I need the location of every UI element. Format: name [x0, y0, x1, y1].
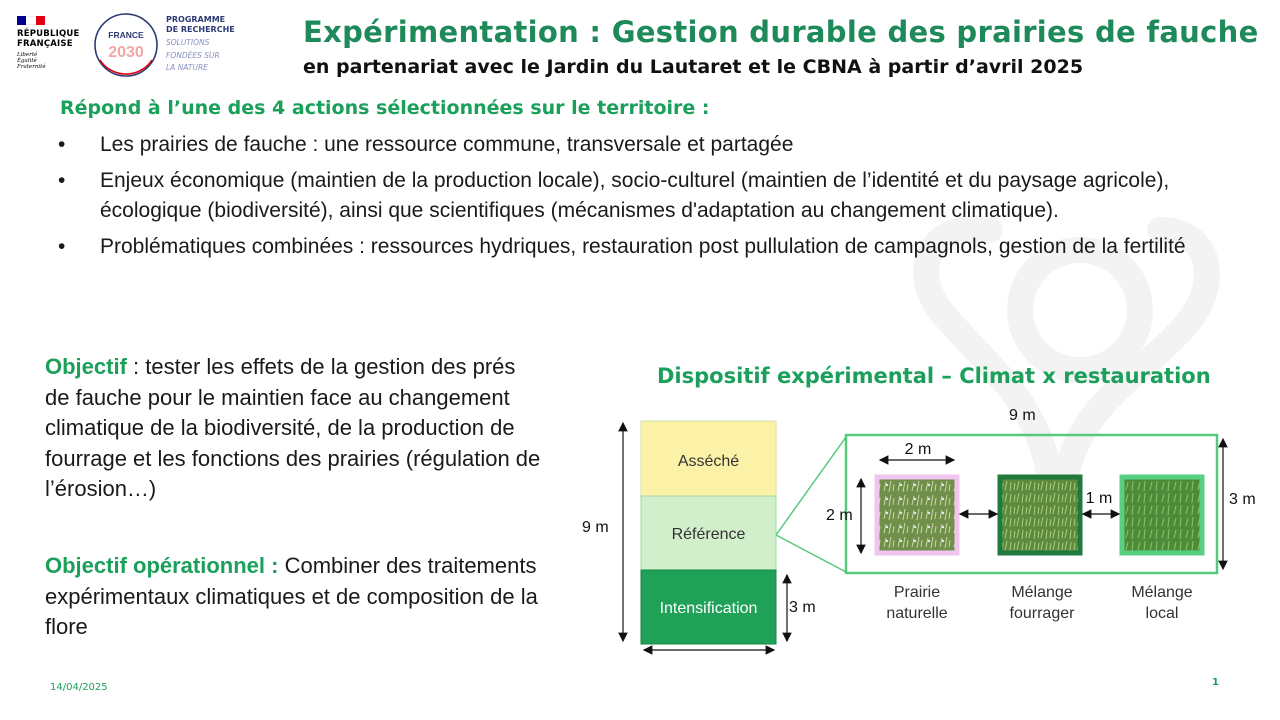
page-number: 1: [1212, 677, 1219, 688]
solutions-line1: SOLUTIONS: [166, 38, 210, 47]
bullet-marker: •: [58, 133, 66, 156]
slide-subtitle: en partenariat avec le Jardin du Lautaret et le CBNA à partir d’avril 2025: [303, 56, 1084, 78]
plot-melange-local: [1122, 477, 1202, 553]
bullet-item: [58, 166, 1258, 226]
plot-label-2-line2: fourrager: [1009, 605, 1075, 622]
plot-prairie-naturelle: [877, 477, 957, 553]
bullet-marker: •: [58, 235, 66, 258]
slide-date: 14/04/2025: [50, 682, 108, 693]
plot-width-label: 2 m: [904, 441, 932, 458]
programme-recherche-logo: [166, 15, 276, 73]
dim-label-block: 3 m: [789, 599, 816, 616]
bullet-marker: •: [58, 169, 66, 192]
experimental-design-diagram: [560, 395, 1280, 665]
france2030-year: 2030: [108, 44, 144, 61]
plot-label-3-line2: local: [1145, 605, 1179, 622]
france-2030-logo: [92, 12, 160, 78]
plot-label-1-line1: Prairie: [893, 584, 941, 601]
plot-height-label: 2 m: [826, 507, 853, 524]
objectif-paragraph: [45, 352, 545, 505]
intro-heading: Répond à l’une des 4 actions sélectionnées sur le territoire :: [60, 97, 710, 119]
zoom-width-label: 9 m: [1009, 407, 1036, 424]
plot-label-1-line2: naturelle: [886, 605, 948, 622]
plot-melange-fourrager: [1000, 477, 1080, 553]
solutions-line3: LA NATURE: [166, 63, 208, 72]
block-label-reference: Référence: [671, 526, 746, 543]
programme-line1: PROGRAMME: [166, 15, 226, 24]
republique-francaise-logo: [17, 16, 87, 80]
bullet-text: Problématiques combinées : ressources hydriques, restauration post pullulation de campagnols, gestion de la fertilité: [100, 235, 1186, 258]
plot-gap-label: 1 m: [1085, 490, 1113, 507]
bullet-item: [58, 130, 1258, 160]
slide-title: Expérimentation : Gestion durable des prairies de fauche: [303, 15, 1259, 49]
objectif-op-text: Combiner des traitements expérimentaux climatiques et de composition de la flore: [45, 553, 538, 639]
solutions-line2: FONDÉES SUR: [166, 50, 220, 60]
bullet-list: [58, 130, 1258, 268]
bullet-text: Enjeux économique (maintien de la production locale), socio-culturel (maintien de l’identité et du paysage agricole), écologique (biodiversité), ainsi que scientifiques (mécanismes d'adaptation au changement climatique).: [100, 169, 1170, 222]
diagram-title: Dispositif expérimental – Climat x restauration: [657, 364, 1211, 388]
block-label-asseche: Asséché: [677, 453, 740, 470]
bullet-text: Les prairies de fauche : une ressource commune, transversale et partagée: [100, 133, 794, 156]
objectif-op-label: Objectif opérationnel :: [45, 553, 279, 578]
rf-name-line2: FRANÇAISE: [17, 39, 73, 49]
france2030-top: FRANCE: [108, 30, 144, 40]
motto-line1: Liberté: [17, 52, 38, 58]
objectif-label: Objectif: [45, 354, 127, 379]
zoom-height-label: 3 m: [1229, 491, 1256, 508]
programme-line2: DE RECHERCHE: [166, 25, 235, 34]
objectif-text: : tester les effets de la gestion des prés de fauche pour le maintien face au changement climatique de la biodiversité, de la production de fourrage et les fonctions des prairies (régulation de l’érosion…): [45, 354, 541, 501]
objectif-operationnel-paragraph: [45, 551, 545, 643]
plot-label-2-line1: Mélange: [1011, 584, 1073, 601]
bullet-item: [58, 232, 1258, 262]
zoom-line-bottom: [776, 535, 846, 572]
plot-label-3-line1: Mélange: [1131, 584, 1193, 601]
french-flag-icon: [17, 16, 45, 25]
rf-name-line1: RÉPUBLIQUE: [17, 29, 80, 39]
block-label-intensification: Intensification: [659, 600, 758, 617]
motto-line3: Fraternité: [17, 64, 46, 70]
motto-line2: Égalité: [17, 58, 37, 64]
dim-label-total: 9 m: [582, 519, 609, 536]
